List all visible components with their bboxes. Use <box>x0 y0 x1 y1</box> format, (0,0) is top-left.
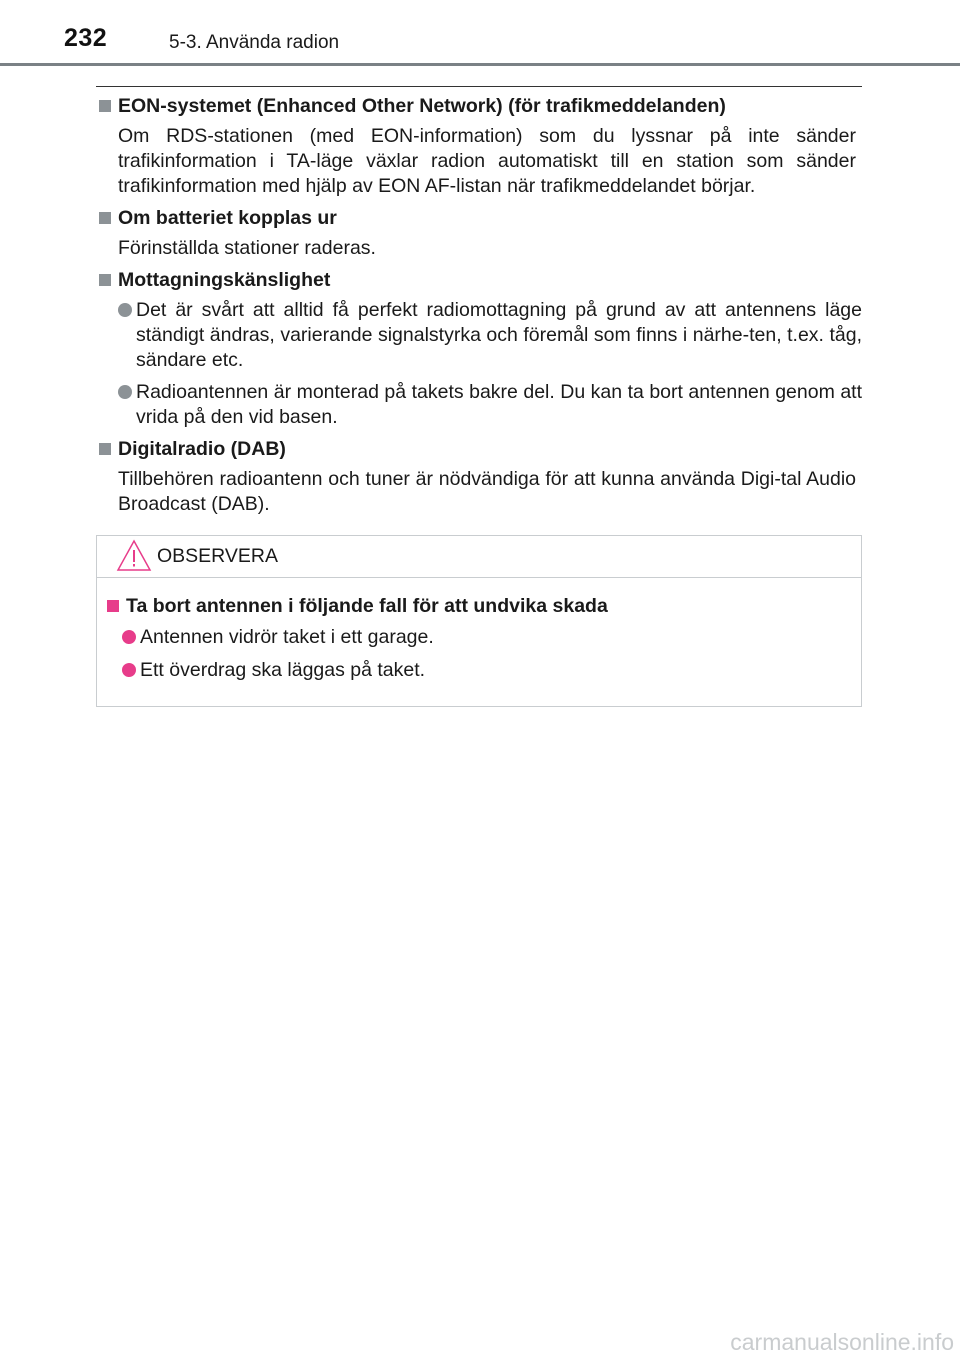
section-heading <box>96 94 862 119</box>
section-heading <box>96 437 862 462</box>
list-item <box>118 380 862 430</box>
circle-bullet-icon <box>118 303 132 317</box>
square-bullet-icon <box>99 274 111 286</box>
notice-body <box>104 594 854 691</box>
section-reception <box>96 268 862 430</box>
notice-box <box>96 535 862 707</box>
section-paragraph: Om RDS-stationen (med EON-information) som du lyssnar på inte sänder trafikinformation i TA-läge växlar radion automatiskt till en station som sänder trafikinformation med hjälp av EON AF-listan när trafikmeddelandet börjar. <box>118 125 856 197</box>
list-item-text: Radioantennen är monterad på takets bakre del. Du kan ta bort antennen genom att vrida på den vid basen. <box>136 381 862 428</box>
section-battery <box>96 206 862 261</box>
warning-triangle-icon <box>116 538 152 572</box>
notice-title: OBSERVERA <box>157 545 279 567</box>
section-heading-text: Mottagningskänslighet <box>118 269 331 291</box>
section-heading-text: EON-systemet (Enhanced Other Network) (för trafikmeddelanden) <box>118 95 726 117</box>
list-item-text: Ett överdrag ska läggas på taket. <box>140 659 426 681</box>
section-eon <box>96 94 862 199</box>
notice-heading-text: Ta bort antennen i följande fall för att undvika skada <box>126 595 608 617</box>
list-item-text: Det är svårt att alltid få perfekt radiomottagning på grund av att antennens läge ständigt ändras, varierande signalstyrka och föremål som finns i närhe-ten, t.ex. tåg, sändare etc. <box>136 299 862 371</box>
section-paragraph: Förinställda stationer raderas. <box>118 237 376 259</box>
header-divider <box>0 63 960 66</box>
list-item <box>122 658 854 683</box>
chapter-title: 5-3. Använda radion <box>169 32 340 53</box>
section-heading-text: Digitalradio (DAB) <box>118 438 286 460</box>
circle-bullet-icon <box>118 385 132 399</box>
notice-heading <box>104 594 854 619</box>
section-dab <box>96 437 862 517</box>
list-item <box>122 625 854 650</box>
list-item-text: Antennen vidrör taket i ett garage. <box>140 626 434 648</box>
square-bullet-icon <box>107 600 119 612</box>
section-heading-text: Om batteriet kopplas ur <box>118 207 337 229</box>
section-heading <box>96 206 862 231</box>
list-item <box>118 298 862 373</box>
circle-bullet-icon <box>122 630 136 644</box>
square-bullet-icon <box>99 100 111 112</box>
content-top-rule <box>96 86 862 87</box>
watermark: carmanualsonline.info <box>730 1329 954 1355</box>
section-paragraph: Tillbehören radioantenn och tuner är nödvändiga för att kunna använda Digi-tal Audio Broadcast (DAB). <box>118 468 856 515</box>
section-heading <box>96 268 862 293</box>
square-bullet-icon <box>99 443 111 455</box>
main-content <box>96 94 862 524</box>
square-bullet-icon <box>99 212 111 224</box>
page-number: 232 <box>64 24 108 52</box>
notice-header <box>97 536 861 578</box>
circle-bullet-icon <box>122 663 136 677</box>
